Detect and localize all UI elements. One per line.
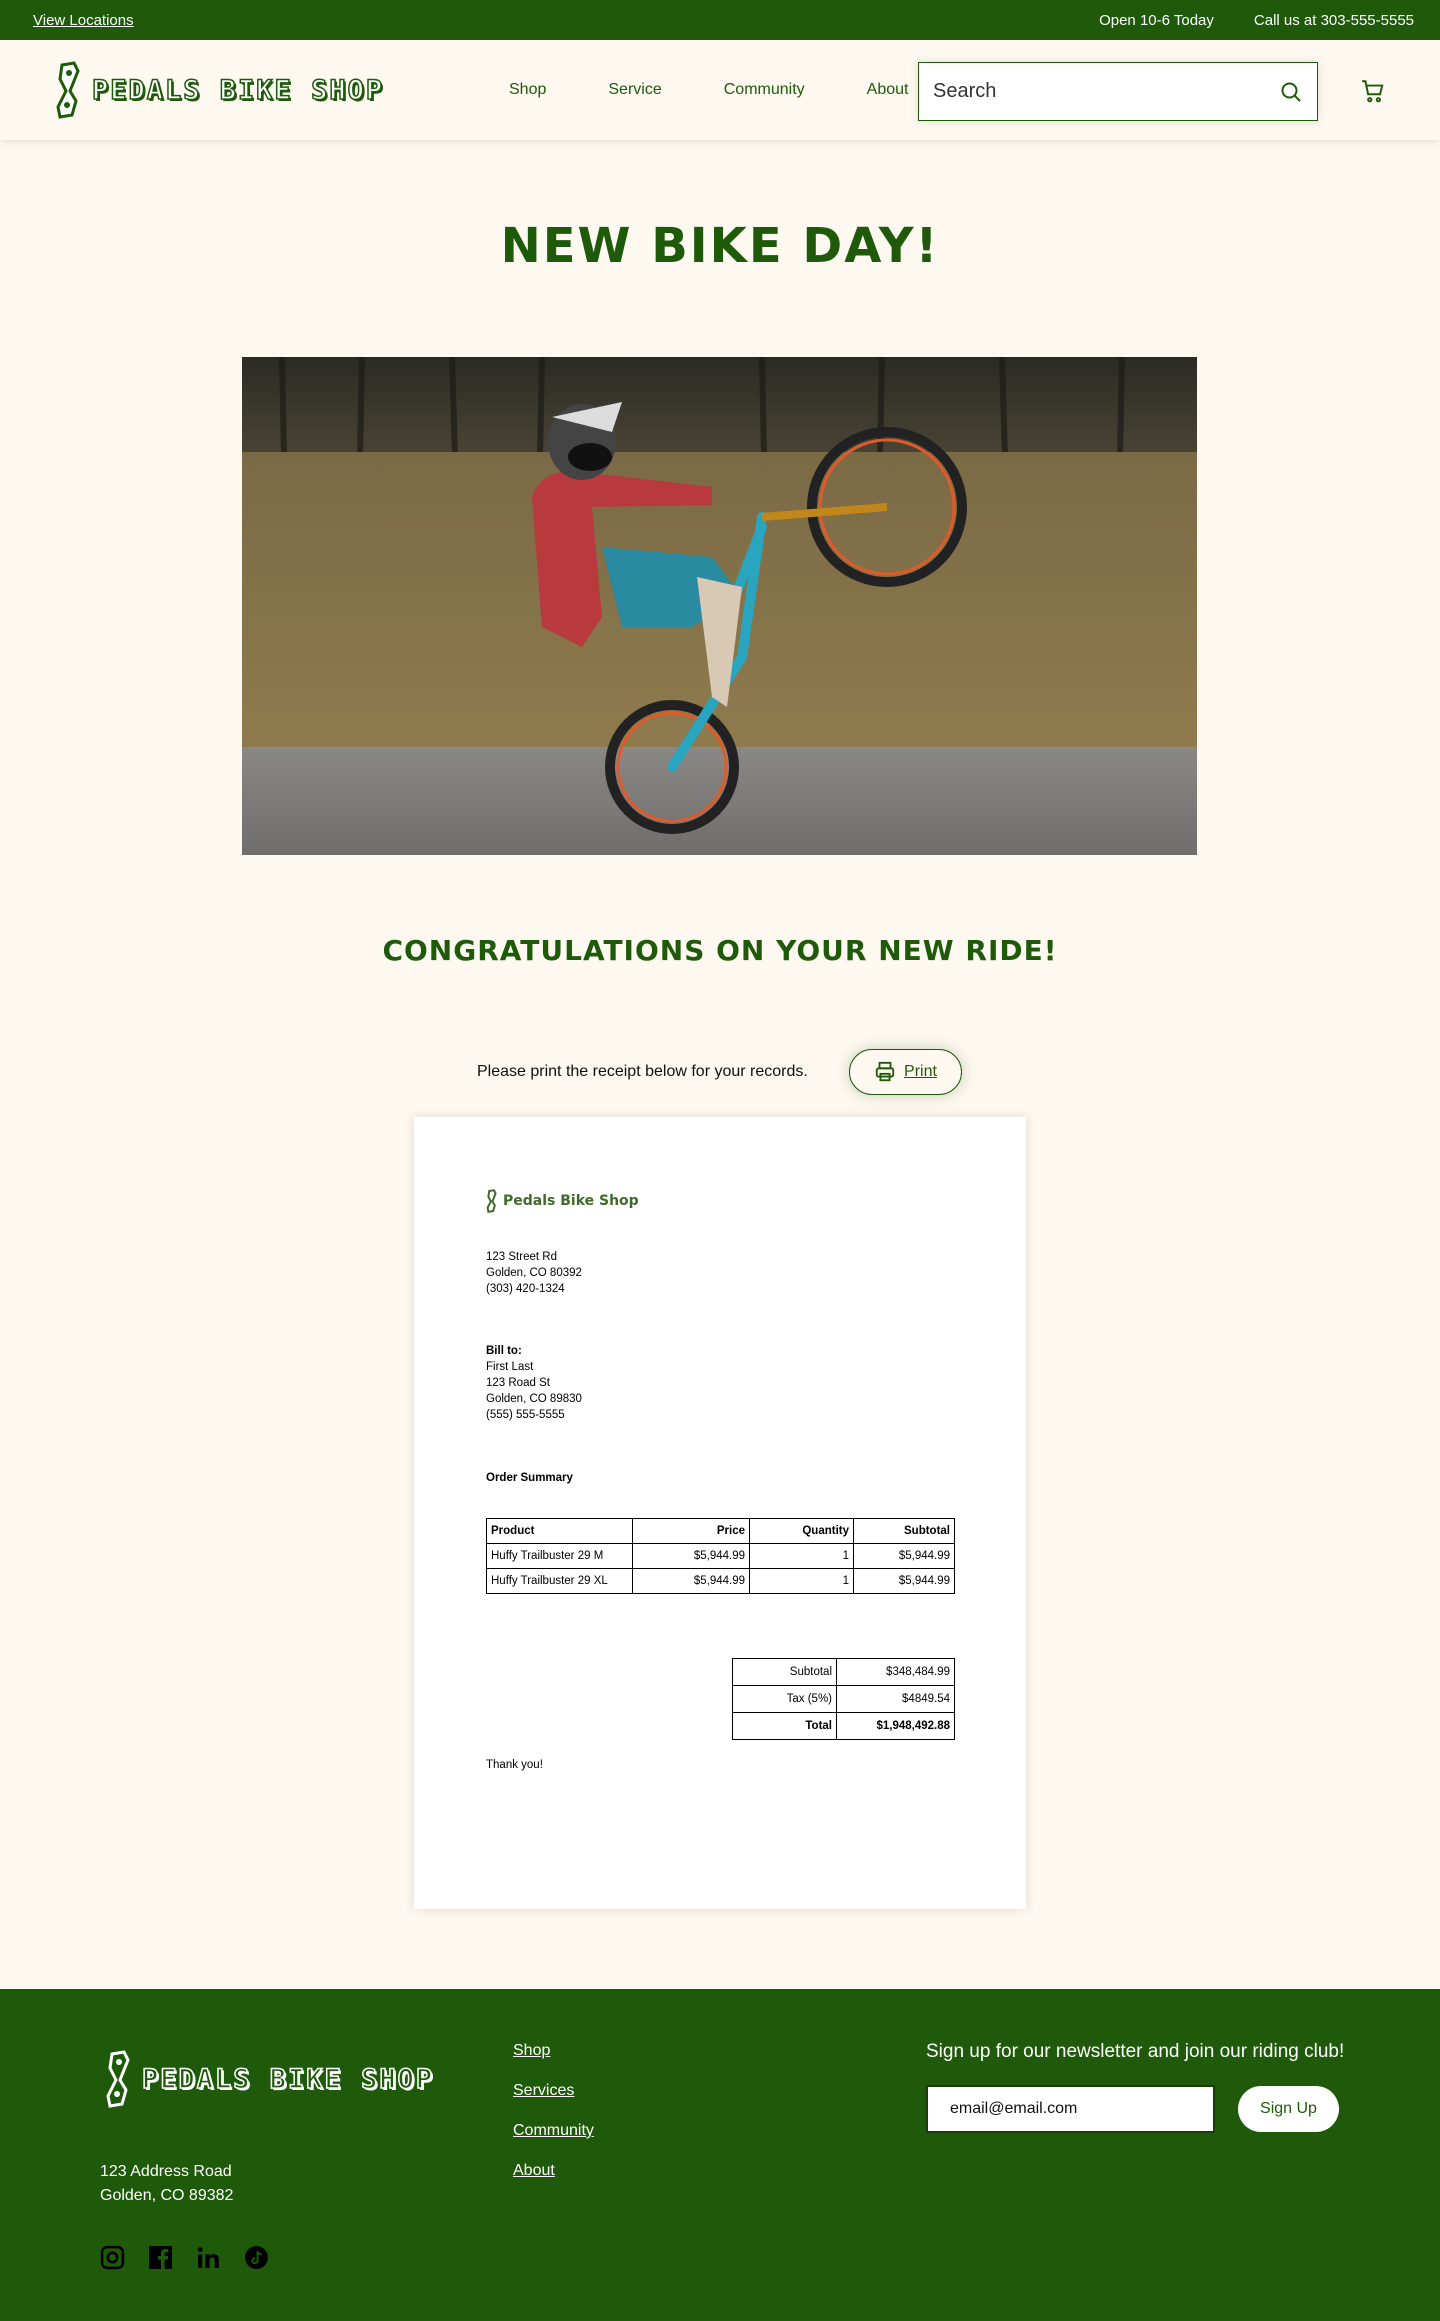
top-bar-info [1099,12,1414,29]
bike-chain-logo-icon [54,61,84,119]
footer-links [513,2039,594,2183]
instagram-icon[interactable] [100,2245,125,2270]
receipt-thanks: Thank you! [486,1759,543,1771]
nav-about[interactable]: About [866,81,909,98]
totals-row [733,1713,955,1740]
bike-chain-logo-icon [104,2050,134,2108]
totals-value: $1,948,492.88 [837,1713,955,1740]
column-header: Price [633,1519,750,1544]
column-header: Quantity [750,1519,854,1544]
facebook-icon[interactable] [148,2245,173,2270]
search-icon[interactable] [1279,80,1303,104]
totals-value: $4849.54 [837,1686,955,1713]
bill-to-line: (555) 555-5555 [486,1409,565,1421]
order-summary-label: Order Summary [486,1472,573,1484]
search-input[interactable] [933,80,1279,103]
table-header-row [487,1519,955,1544]
main-nav [509,81,970,99]
totals-row [733,1659,955,1686]
nav-service[interactable]: Service [608,81,662,98]
email-field[interactable] [926,2085,1215,2133]
bike-chain-logo-icon [486,1189,498,1213]
top-bar [0,0,1440,40]
receipt-shop-name: Pedals Bike Shop [503,1193,639,1209]
totals-label: Total [733,1713,837,1740]
newsletter-text: Sign up for our newsletter and join our riding club! [926,2041,1345,2062]
totals-value: $348,484.99 [837,1659,955,1686]
print-button[interactable] [849,1049,962,1095]
column-header: Subtotal [854,1519,955,1544]
view-locations-link[interactable]: View Locations [33,11,134,29]
receipt-shop-address [486,1249,582,1297]
cell-price: $5,944.99 [633,1544,750,1569]
totals-row [733,1686,955,1713]
cell-subtotal: $5,944.99 [854,1569,955,1594]
sign-up-button[interactable]: Sign Up [1238,2086,1339,2132]
site-logo[interactable] [54,61,454,119]
nav-shop[interactable]: Shop [509,81,547,98]
print-row [477,1049,962,1095]
column-header: Product [487,1519,633,1544]
newsletter-form [926,2085,1346,2133]
print-button-label: Print [904,1063,937,1080]
address-line: (303) 420-1324 [486,1283,565,1295]
bill-to-line: First Last [486,1361,534,1373]
address-line: 123 Street Rd [486,1251,557,1263]
tiktok-icon[interactable] [244,2245,269,2270]
cell-price: $5,944.99 [633,1569,750,1594]
bill-to-line: Golden, CO 89830 [486,1393,582,1405]
address-line: Golden, CO 80392 [486,1267,582,1279]
nav-community[interactable]: Community [723,81,805,98]
search-box [918,62,1318,121]
cell-quantity: 1 [750,1544,854,1569]
bill-to-line: 123 Road St [486,1377,550,1389]
footer-logo-text: PEDALS BIKE SHOP [142,2063,435,2095]
footer-link-community[interactable]: Community [513,2122,594,2139]
receipt [414,1117,1026,1909]
cell-product: Huffy Trailbuster 29 M [487,1544,633,1569]
receipt-logo [486,1189,639,1213]
printer-icon [874,1061,896,1083]
newsletter [926,2037,1346,2133]
totals-label: Tax (5%) [733,1686,837,1713]
cart-icon[interactable] [1360,78,1386,104]
hero-image [242,357,1197,855]
address-line: Golden, CO 89382 [100,2187,234,2204]
site-header [0,40,1440,140]
store-hours: Open 10-6 Today [1099,11,1214,29]
cell-product: Huffy Trailbuster 29 XL [487,1569,633,1594]
print-message: Please print the receipt below for your records. [477,1063,808,1080]
footer-link-services[interactable]: Services [513,2082,575,2099]
address-line: 123 Address Road [100,2163,232,2180]
site-footer [0,1989,1440,2321]
footer-logo[interactable] [104,2050,434,2108]
page-title: NEW BIKE DAY! [500,218,940,274]
order-table [486,1518,955,1594]
logo-text: PEDALS BIKE SHOP [92,74,385,106]
table-row [487,1569,955,1594]
footer-link-about[interactable]: About [513,2162,555,2179]
store-phone: Call us at 303-555-5555 [1253,11,1414,29]
cell-quantity: 1 [750,1569,854,1594]
totals-table [732,1658,955,1740]
footer-link-shop[interactable]: Shop [513,2042,551,2059]
footer-address [100,2160,233,2208]
bill-to-label: Bill to: [486,1345,522,1357]
totals-label: Subtotal [733,1659,837,1686]
table-row [487,1544,955,1569]
receipt-bill-to [486,1343,582,1423]
linkedin-icon[interactable] [196,2245,221,2270]
social-links [100,2245,269,2270]
cell-subtotal: $5,944.99 [854,1544,955,1569]
congrats-heading: CONGRATULATIONS ON YOUR NEW RIDE! [382,934,1058,967]
